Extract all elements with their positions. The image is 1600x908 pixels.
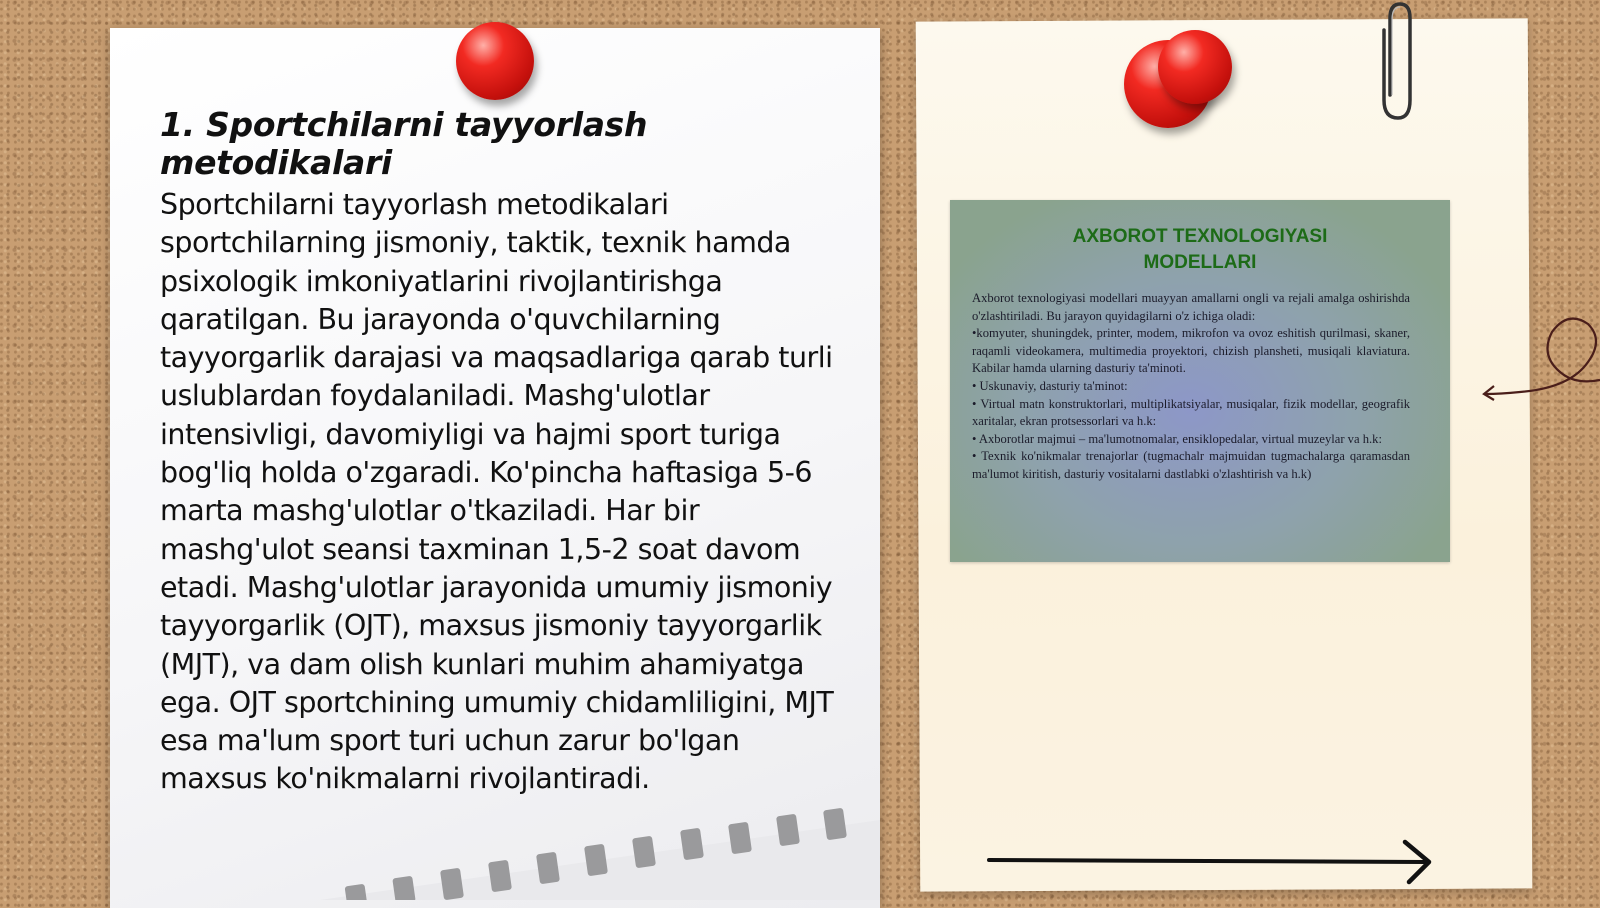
torn-paper-edge: [320, 805, 880, 900]
panel-title-line: AXBOROT TEXNOLOGIYASI: [1072, 226, 1328, 247]
push-pin-icon: [1158, 30, 1232, 104]
push-pin-icon: [456, 22, 534, 100]
panel-paragraph: •komyuter, shuningdek, printer, modem, mikrofon va ovoz eshitish qurilmasi, skaner, raqamli videokamera, multimedia proyektori, chizish planshetі, musiqali klaviatura. Kabilar hamda ularning dasturiy ta'minoti.: [972, 326, 1410, 376]
panel-title-line: MODELLARI: [1143, 252, 1257, 273]
info-image-panel: [950, 200, 1450, 562]
arrow-right-icon: [985, 838, 1445, 888]
slide-title: 1. Sportchilarni tayyorlash metodikalari: [160, 105, 648, 182]
paper-clip-icon: [1376, 0, 1416, 125]
panel-paragraph: Axborot texnologiyasi modellari muayyan amallarni ongli va rejali amalga oshirishda o'zlashtiriladi. Bu jarayon quyidagilarni o'z ichiga oladi:: [972, 291, 1410, 323]
panel-paragraph: • Axborotlar majmui – ma'lumotnomalar, ensiklopedalar, virtual muzeylar va h.k:: [972, 431, 1382, 446]
panel-paragraph: • Uskunaviy, dasturiy ta'minot:: [972, 378, 1128, 393]
slide-body-text: Sportchilarni tayyorlash metodikalari sportchilarning jismoniy, taktik, texnik hamda psixologik imkoniyatlarini rivojlantirishga qaratilgan. Bu jarayonda o'quvchilarning tayyorgarlik darajasi va maqsadlariga qarab turli uslublardan foydalaniladi. Mashg'ulotlar intensivligi, davomiyligi va hajmi sport turiga bog'liq holda o'zgaradi. Ko'pincha haftasiga 5-6 marta mashg'ulotlar o'tkaziladi. Har bir mashg'ulot seansi taxminan 1,5-2 soat davom etadi. Mashg'ulotlar jarayonida umumiy jismoniy tayyorgarlik (OJT), maxsus jismoniy tayyorgarlik (MJT), va dam olish kunlari muhim ahamiyatga ega. OJT sportchining umumiy chidamliligini, MJT esa ma'lum sport turi uchun zarur bo'lgan maxsus ko'nikmalarni rivojlantiradi.: [160, 188, 834, 796]
panel-paragraph: • Virtual matn konstruktorlari, multiplikatsiyalar, musiqalar, fizik modellar, geografik xaritalar, ekran protsessorlari va h.k:: [972, 396, 1410, 429]
panel-paragraph: • Texnik ko'nikmalar trenajorlar (tugmachalr majmuidan tugmachalarga qaramasdan ma'lumot kiritish, dasturiy vositalarni dastlabki o'zlashtirish va h.k): [972, 449, 1410, 481]
panel-title: [950, 224, 1450, 276]
string-doodle-icon: [1480, 310, 1600, 410]
panel-text: [972, 290, 1410, 484]
